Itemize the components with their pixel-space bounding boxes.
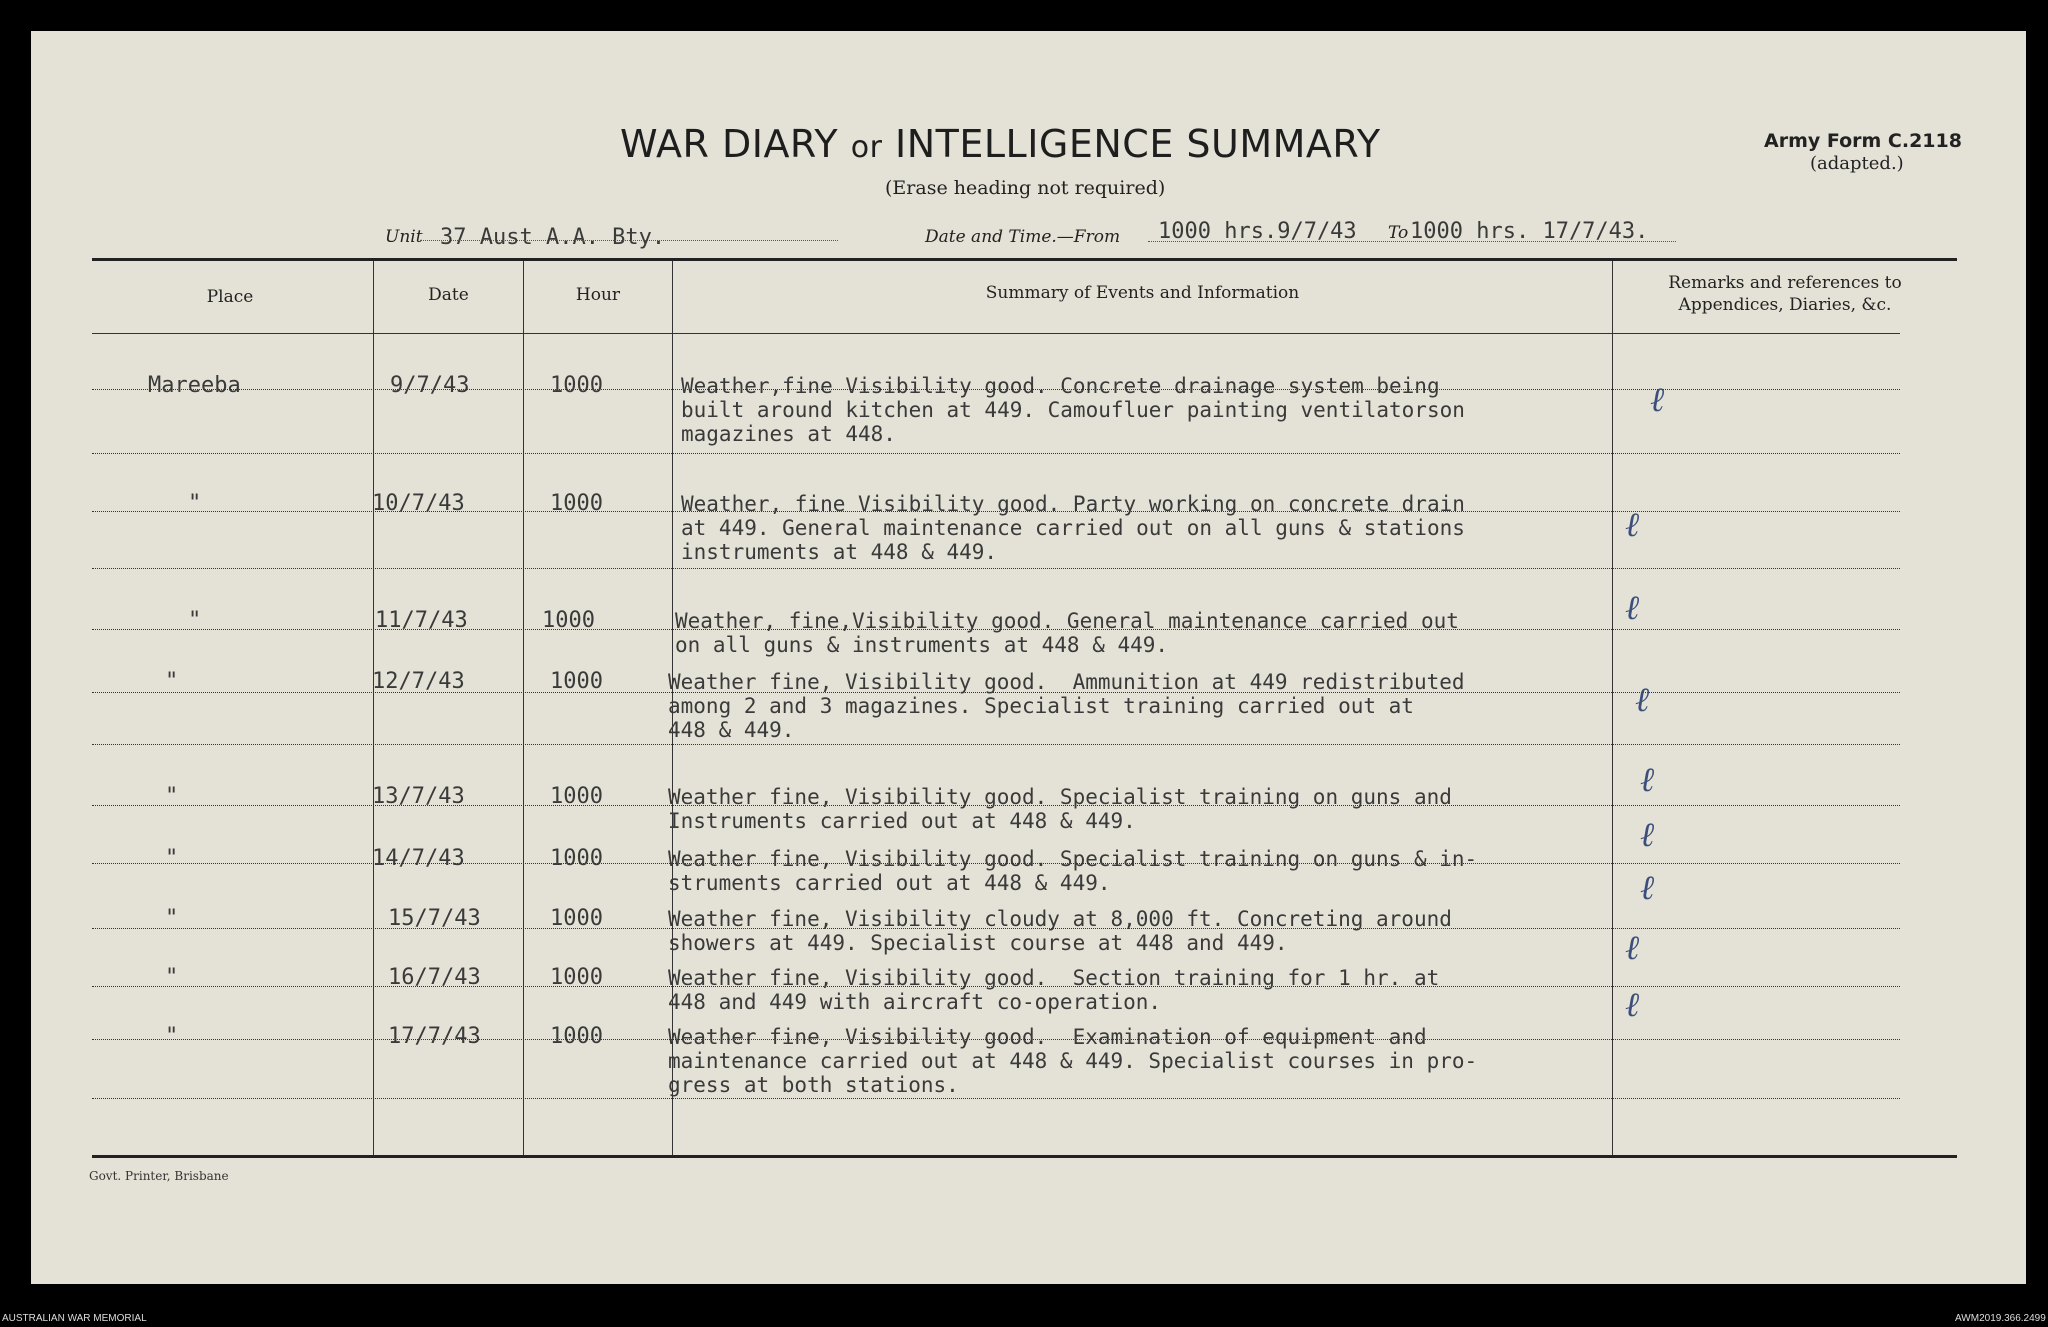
row-hour: 1000: [550, 784, 603, 809]
row-hour: 1000: [550, 373, 603, 398]
row-hour: 1000: [550, 965, 603, 990]
datetime-label: Date and Time.—From: [925, 227, 1121, 247]
row-place: ": [165, 669, 179, 694]
row-date: 16/7/43: [388, 965, 481, 990]
page-subtitle: (Erase heading not required): [885, 177, 1166, 199]
unit-label: Unit: [385, 227, 423, 247]
to-label: To: [1388, 223, 1409, 243]
to-value: 1000 hrs. 17/7/43.: [1410, 219, 1649, 244]
row-date: 12/7/43: [372, 669, 465, 694]
row-place: Mareeba: [148, 373, 241, 398]
column-divider: [523, 261, 524, 1155]
remark-tick-icon: ℓ: [1625, 588, 1640, 628]
row-date: 11/7/43: [375, 608, 468, 633]
column-header-remarks: Remarks and references to: [1668, 273, 1902, 293]
column-header-remarks: Appendices, Diaries, &c.: [1678, 295, 1892, 315]
row-summary: Weather fine, Visibility good. Specialist training on guns & in- struments carried out at 448 & 449.: [668, 847, 1478, 895]
row-date: 15/7/43: [388, 906, 481, 931]
remark-tick-icon: ℓ: [1625, 928, 1640, 968]
remark-tick-icon: ℓ: [1640, 760, 1655, 800]
remark-tick-icon: ℓ: [1640, 815, 1655, 855]
row-place: ": [165, 846, 179, 871]
row-summary: Weather fine, Visibility good. Section training for 1 hr. at 448 and 449 with aircraft co-operation.: [668, 966, 1440, 1014]
column-divider: [1612, 261, 1613, 1155]
army-form-adapted: (adapted.): [1810, 153, 1904, 174]
unit-dotted-line: [420, 240, 838, 241]
row-hour: 1000: [550, 846, 603, 871]
row-place: ": [188, 491, 202, 516]
printer-imprint: Govt. Printer, Brisbane: [89, 1169, 229, 1183]
remark-tick-icon: ℓ: [1650, 380, 1665, 420]
row-place: ": [188, 608, 202, 633]
row-rule: [92, 1098, 1900, 1099]
row-summary: Weather,fine Visibility good. Concrete drainage system being built around kitchen at 449. Camoufluer painting ventilatorson magazines at 448.: [681, 374, 1465, 446]
row-rule: [92, 568, 1900, 569]
page-title: WAR DIARY or INTELLIGENCE SUMMARY: [620, 122, 1381, 166]
row-rule: [92, 744, 1900, 745]
header-underline: [92, 333, 1900, 334]
datetime-dotted-line: [1148, 241, 1676, 242]
row-place: ": [165, 1024, 179, 1049]
row-summary: Weather fine, Visibility good. Examination of equipment and maintenance carried out at 448 & 449. Specialist courses in pro- gress at both stations.: [668, 1025, 1478, 1097]
row-summary: Weather, fine,Visibility good. General maintenance carried out on all guns & instruments at 448 & 449.: [675, 609, 1459, 657]
column-header-hour: Hour: [575, 285, 621, 305]
row-hour: 1000: [550, 1024, 603, 1049]
row-date: 9/7/43: [390, 373, 470, 398]
footer-archive-name: AUSTRALIAN WAR MEMORIAL: [2, 1313, 147, 1324]
row-hour: 1000: [550, 906, 603, 931]
from-value: 1000 hrs.9/7/43: [1158, 219, 1357, 244]
army-form-number: Army Form C.2118: [1764, 130, 1962, 152]
row-summary: Weather fine, Visibility cloudy at 8,000 ft. Concreting around showers at 449. Specialist course at 448 and 449.: [668, 907, 1452, 955]
row-hour: 1000: [542, 608, 595, 633]
column-header-summary: Summary of Events and Information: [985, 283, 1300, 303]
row-rule: [92, 453, 1900, 454]
row-hour: 1000: [550, 669, 603, 694]
row-place: ": [165, 906, 179, 931]
remark-tick-icon: ℓ: [1625, 985, 1640, 1025]
remark-tick-icon: ℓ: [1625, 505, 1640, 545]
row-date: 10/7/43: [372, 491, 465, 516]
row-summary: Weather, fine Visibility good. Party working on concrete drain at 449. General maintenance carried out on all guns & stations instruments at 448 & 449.: [681, 492, 1465, 564]
row-date: 13/7/43: [372, 784, 465, 809]
row-date: 14/7/43: [372, 846, 465, 871]
unit-value: 37 Aust A.A. Bty.: [440, 225, 666, 250]
row-date: 17/7/43: [388, 1024, 481, 1049]
row-summary: Weather fine, Visibility good. Ammunition at 449 redistributed among 2 and 3 magazines. Specialist training carried out at 448 & 449.: [668, 670, 1465, 742]
column-divider: [373, 261, 374, 1155]
row-place: ": [165, 965, 179, 990]
footer-archive-id: AWM2019.366.2499: [1955, 1313, 2046, 1324]
table-top-rule: [92, 258, 1957, 261]
row-place: ": [165, 784, 179, 809]
column-header-date: Date: [428, 285, 469, 305]
remark-tick-icon: ℓ: [1640, 868, 1655, 908]
row-hour: 1000: [550, 491, 603, 516]
table-bottom-rule: [92, 1155, 1957, 1158]
remark-tick-icon: ℓ: [1635, 680, 1650, 720]
row-summary: Weather fine, Visibility good. Specialist training on guns and Instruments carried out at 448 & 449.: [668, 785, 1452, 833]
column-header-place: Place: [206, 287, 254, 307]
